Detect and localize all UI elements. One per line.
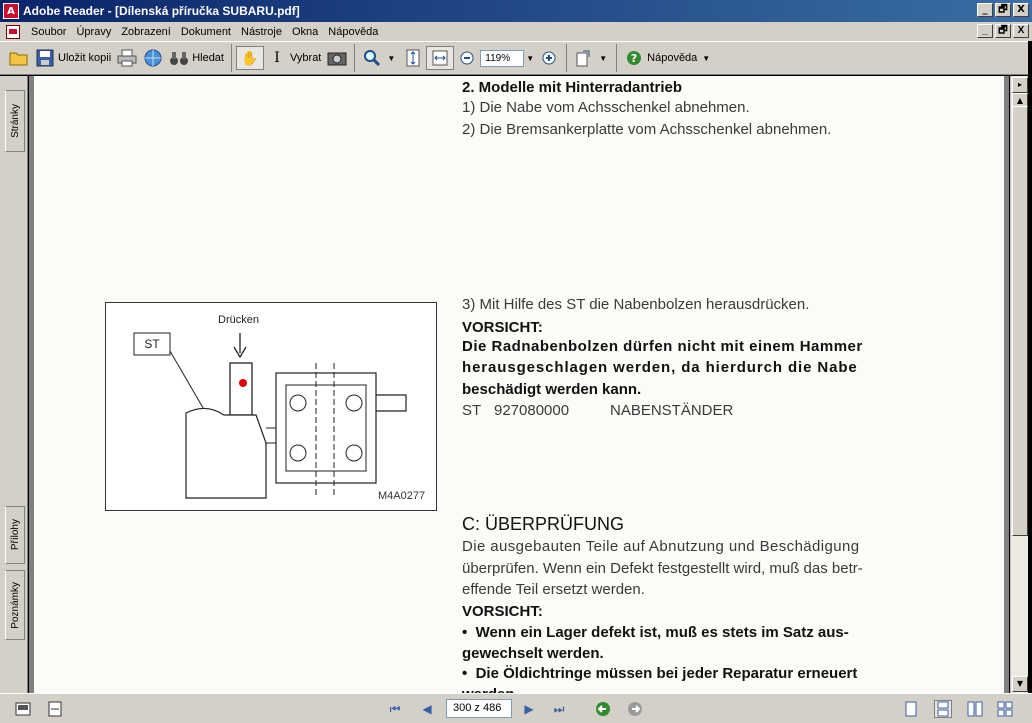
page-layout-tools [571, 44, 617, 72]
menu-file[interactable]: Soubor [31, 25, 67, 38]
tab-comments[interactable] [5, 570, 25, 640]
step-1: 1) Die Nabe vom Achsschenkel abnehmen. [462, 99, 750, 116]
zoom-out-button[interactable] [454, 46, 480, 70]
tab-comments-label: Poznámky [9, 581, 21, 629]
section-2-heading: 2. Modelle mit Hinterradantrieb [462, 79, 683, 96]
rotate-view-button[interactable] [571, 46, 612, 70]
help-button[interactable] [621, 46, 715, 70]
find-button[interactable] [166, 46, 227, 70]
section-c-heading: C: ÜBERPRÜFUNG [462, 514, 625, 534]
menu-edit[interactable]: Úpravy [76, 25, 112, 38]
window-border [1028, 41, 1032, 723]
pdf-page [34, 76, 1004, 693]
scroll-down-button[interactable]: ▼ [1012, 676, 1028, 692]
caution-1-line-1: Die Radnabenbolzen dürfen nicht mit einem Hammer [462, 338, 863, 355]
caution-1-label: VORSICHT: [462, 319, 543, 336]
go-forward-icon[interactable] [626, 700, 644, 718]
menu-window[interactable]: Okna [291, 25, 319, 38]
step-3: 3) Mit Hilfe des ST die Nabenbolzen herausdrücken. [462, 296, 810, 313]
single-page-layout-icon[interactable] [902, 700, 920, 718]
check-line-3: effende Teil ersetzt werden. [462, 581, 645, 598]
window-title: Adobe Reader - [Dílenská příručka SUBARU.pdf] [23, 4, 300, 18]
zoom-level-input[interactable]: 119% [480, 50, 524, 67]
caution-1-line-3: beschädigt werden kann. [462, 381, 642, 398]
print-button[interactable] [114, 46, 140, 70]
email-globe-icon [143, 48, 163, 68]
bullet-dot: • [462, 624, 476, 641]
menu-tools[interactable]: Nástroje [241, 25, 282, 38]
status-bar [0, 693, 1032, 723]
minimize-button[interactable]: _ [977, 3, 993, 17]
tab-attachments-label: Přílohy [9, 519, 21, 551]
step-2: 2) Die Bremsankerplatte vom Achsschenkel abnehmen. [462, 121, 832, 138]
bullet-1-line-2: gewechselt werden. [462, 645, 604, 662]
bullet-1-line-1 [462, 624, 849, 641]
page-setup-icon[interactable] [14, 700, 32, 718]
selection-tools [236, 44, 355, 72]
figure-code: M4A0277 [378, 490, 426, 502]
find-label: Hledat [192, 52, 224, 64]
text-cursor-icon: I [274, 50, 280, 66]
menu-bar [0, 22, 1032, 41]
help-label: Nápověda [647, 52, 698, 64]
zoom-dropdown-chevron-icon[interactable]: ▼ [526, 53, 535, 63]
special-tool-number: 927080000 [494, 402, 570, 419]
email-button[interactable] [140, 46, 166, 70]
check-line-1: Die ausgebauten Teile auf Abnutzung und Beschädigung [462, 538, 860, 555]
hand-icon: ✋ [241, 49, 259, 66]
first-page-icon[interactable]: ⏮ [389, 701, 401, 716]
floppy-disk-icon [35, 48, 55, 68]
caution-2-label: VORSICHT: [462, 603, 543, 620]
doc-restore-button[interactable]: 🗗 [995, 24, 1011, 38]
select-label: Vybrat [289, 52, 322, 64]
document-status-icon[interactable] [46, 700, 64, 718]
bullet-2-text: Die Öldichtringe müssen bei jeder Reparatur erneuert [475, 665, 858, 682]
snapshot-button[interactable] [324, 46, 350, 70]
select-tool-button[interactable] [264, 46, 324, 70]
printer-icon [117, 48, 137, 68]
zoom-in-tool-button[interactable] [359, 46, 400, 70]
caution-1-line-2: herausgeschlagen werden, da hierdurch die Nabe [462, 359, 858, 376]
title-bar [0, 0, 1032, 22]
continuous-layout-icon[interactable] [934, 700, 952, 718]
save-copy-button[interactable] [32, 46, 114, 70]
open-button[interactable] [6, 46, 32, 70]
scroll-up-button[interactable]: ▲ [1012, 93, 1028, 109]
check-line-2: überprüfen. Wenn ein Defekt festgestellt wird, muß das betr- [462, 560, 863, 577]
help-chevron-down-icon[interactable]: ▼ [702, 53, 711, 63]
vertical-scrollbar[interactable] [1010, 76, 1028, 693]
help-icon [624, 48, 644, 68]
chevron-down-icon[interactable]: ▼ [387, 53, 396, 63]
magnifier-icon [362, 48, 382, 68]
doc-close-button[interactable]: X [1013, 24, 1029, 38]
bullet-2-line-1 [462, 665, 857, 682]
camera-icon [327, 48, 347, 68]
minus-circle-icon [457, 48, 477, 68]
special-tool-label: ST [462, 402, 482, 419]
document-view[interactable] [29, 76, 1009, 693]
go-back-icon[interactable] [594, 700, 612, 718]
save-copy-label: Uložit kopii [58, 52, 112, 64]
special-tool-name: NABENSTÄNDER [610, 402, 734, 419]
toolbar [0, 41, 1032, 75]
zoom-tools [359, 44, 567, 72]
fit-page-icon [403, 48, 423, 68]
page-number-input[interactable]: 300 z 486 [446, 699, 512, 718]
figure-st-label: ST [144, 337, 160, 351]
open-folder-icon [9, 48, 29, 68]
tab-attachments[interactable] [5, 506, 25, 564]
bullet-dot: • [462, 665, 476, 682]
tab-pages[interactable] [5, 90, 25, 152]
last-page-icon[interactable]: ⏭ [553, 701, 565, 716]
close-button[interactable]: X [1013, 3, 1029, 17]
bullet-1-text: Wenn ein Lager defekt ist, muß es stets im Satz aus- [475, 624, 849, 641]
menu-view[interactable]: Zobrazení [121, 25, 171, 38]
next-page-icon[interactable]: ▶ [524, 702, 534, 716]
svg-text:?: ? [630, 52, 638, 65]
fit-page-button[interactable] [400, 46, 426, 70]
figure-push-label: Drücken [218, 314, 259, 326]
adobe-reader-icon: A [3, 3, 19, 19]
scroll-thumb[interactable] [1012, 106, 1028, 536]
file-tools [6, 44, 232, 72]
document-window-controls [977, 24, 1029, 38]
rotate-page-icon [574, 48, 594, 68]
tab-pages-label: Stránky [9, 104, 21, 138]
doc-minimize-button[interactable]: _ [977, 24, 993, 38]
fit-width-button[interactable] [426, 46, 454, 70]
window-controls [977, 3, 1029, 17]
menu-document[interactable]: Dokument [180, 25, 231, 38]
restore-button[interactable]: 🗗 [995, 3, 1011, 17]
help-tools [621, 44, 719, 72]
navigation-panel [0, 76, 28, 693]
fit-width-icon [430, 48, 450, 68]
previous-page-icon[interactable]: ◀ [422, 702, 432, 716]
plus-circle-icon [539, 48, 559, 68]
document-icon[interactable] [6, 25, 20, 39]
facing-layout-icon[interactable] [966, 700, 984, 718]
menu-help[interactable]: Nápověda [328, 25, 379, 38]
hub-press-illustration [106, 303, 438, 512]
zoom-in-button[interactable] [536, 46, 562, 70]
rotate-chevron-down-icon[interactable]: ▼ [599, 53, 608, 63]
hand-tool-button[interactable] [236, 46, 264, 70]
technical-figure [105, 302, 437, 511]
continuous-facing-layout-icon[interactable] [996, 700, 1014, 718]
split-view-button[interactable]: ▸ [1012, 77, 1028, 93]
binoculars-icon [169, 48, 189, 68]
